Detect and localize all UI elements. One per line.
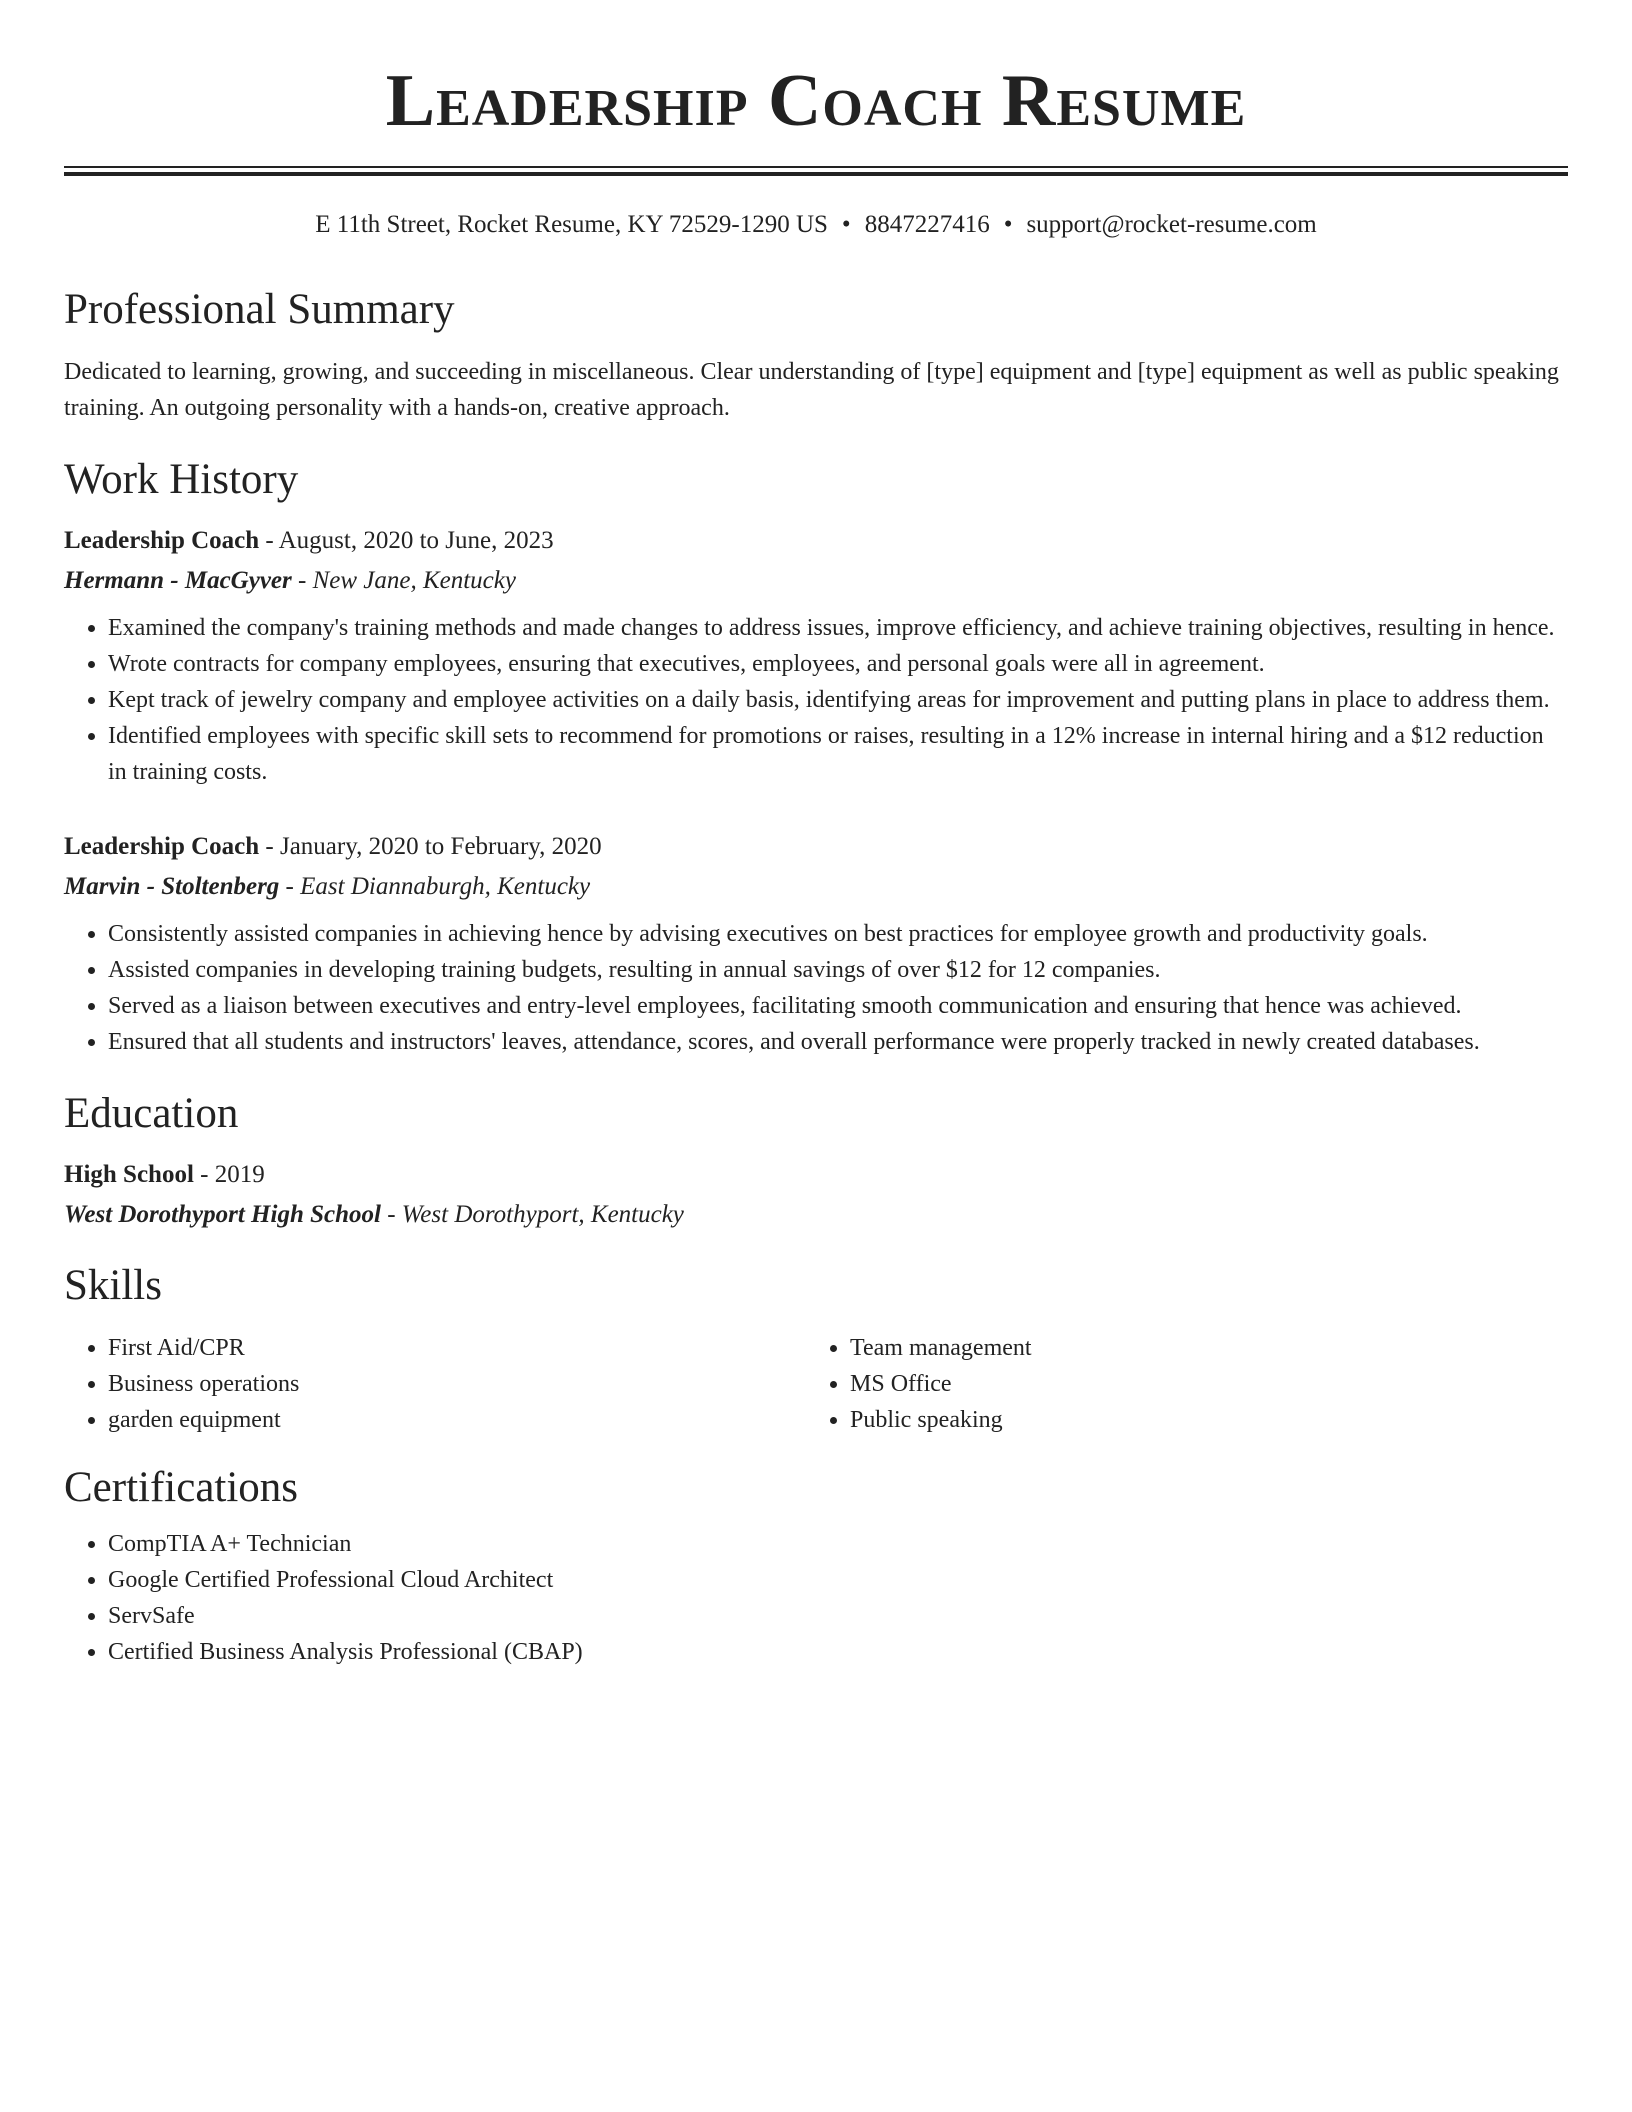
skills-column-right bbox=[806, 1330, 1548, 1438]
job-entry bbox=[64, 524, 1568, 790]
list-item: • Team management bbox=[850, 1330, 1548, 1366]
job-title-line bbox=[64, 524, 1568, 558]
job-title: Leadership Coach bbox=[64, 527, 260, 554]
contact-phone: 8847227416 bbox=[864, 211, 990, 238]
contact-email: support@rocket-resume.com bbox=[1026, 211, 1317, 238]
contact-separator: • bbox=[1003, 211, 1013, 238]
list-item: • Public speaking bbox=[850, 1402, 1548, 1438]
list-item: • ServSafe bbox=[108, 1598, 1568, 1634]
list-item: • Wrote contracts for company employees, ensuring that executives, employees, and personal goals were all in agreement. bbox=[108, 646, 1568, 682]
list-item: • Google Certified Professional Cloud Architect bbox=[108, 1562, 1568, 1598]
education-degree: High School bbox=[64, 1161, 194, 1188]
list-item: • CompTIA A+ Technician bbox=[108, 1526, 1568, 1562]
job-company: Hermann - MacGyver bbox=[64, 567, 292, 594]
list-item: • Kept track of jewelry company and employee activities on a daily basis, identifying areas for improvement and putting plans in place to address them. bbox=[108, 682, 1568, 718]
job-title: Leadership Coach bbox=[64, 833, 260, 860]
list-item: • Consistently assisted companies in achieving hence by advising executives on best practices for employee growth and productivity goals. bbox=[108, 916, 1568, 952]
contact-address: E 11th Street, Rocket Resume, KY 72529-1290 US bbox=[315, 211, 828, 238]
work-history-heading: Work History bbox=[64, 456, 299, 503]
job-location: - New Jane, Kentucky bbox=[291, 567, 516, 594]
list-item: • Ensured that all students and instructors' leaves, attendance, scores, and overall performance were properly tracked in newly created databases. bbox=[108, 1024, 1568, 1060]
skills-heading: Skills bbox=[64, 1262, 162, 1309]
job-company-line bbox=[64, 564, 1568, 598]
job-location: - East Diannaburgh, Kentucky bbox=[279, 873, 591, 900]
summary-text: Dedicated to learning, growing, and succeeding in miscellaneous. Clear understanding of [type] equipment and [type] equipment as well as public speaking training. An outgoing personality with a hands-on, creative approach. bbox=[64, 359, 1559, 421]
list-item: • Business operations bbox=[108, 1366, 806, 1402]
list-item: • Served as a liaison between executives and entry-level employees, facilitating smooth communication and ensuring that hence was achieved. bbox=[108, 988, 1568, 1024]
job-company: Marvin - Stoltenberg bbox=[64, 873, 280, 900]
list-item: • Certified Business Analysis Professional (CBAP) bbox=[108, 1634, 1568, 1670]
list-item: • Identified employees with specific skill sets to recommend for promotions or raises, resulting in a 12% increase in internal hiring and a $12 reduction in training costs. bbox=[108, 718, 1568, 790]
job-company-line bbox=[64, 870, 1568, 904]
skills-list bbox=[64, 1330, 806, 1438]
education-entry bbox=[64, 1158, 1568, 1232]
job-dates: - August, 2020 to June, 2023 bbox=[259, 527, 554, 554]
list-item: • garden equipment bbox=[108, 1402, 806, 1438]
certifications-list bbox=[64, 1526, 1568, 1670]
job-duties-list bbox=[64, 610, 1568, 790]
list-item: • Assisted companies in developing training budgets, resulting in annual savings of over $12 for 12 companies. bbox=[108, 952, 1568, 988]
list-item: • Examined the company's training methods and made changes to address issues, improve efficiency, and achieve training objectives, resulting in hence. bbox=[108, 610, 1568, 646]
title-double-rule bbox=[64, 166, 1568, 176]
education-school-line bbox=[64, 1198, 1568, 1232]
summary-heading: Professional Summary bbox=[64, 286, 455, 333]
job-dates: - January, 2020 to February, 2020 bbox=[259, 833, 602, 860]
contact-line bbox=[64, 210, 1568, 240]
list-item: • MS Office bbox=[850, 1366, 1548, 1402]
skills-column-left bbox=[64, 1330, 806, 1438]
resume-title: Leadership Coach Resume bbox=[385, 60, 1247, 142]
skills-grid bbox=[64, 1330, 1568, 1438]
contact-separator: • bbox=[841, 211, 851, 238]
job-duties-list bbox=[64, 916, 1568, 1060]
skills-list bbox=[806, 1330, 1548, 1438]
certifications-heading: Certifications bbox=[64, 1464, 299, 1511]
job-title-line bbox=[64, 830, 1568, 864]
job-entry bbox=[64, 830, 1568, 1060]
education-degree-line bbox=[64, 1158, 1568, 1192]
education-heading: Education bbox=[64, 1090, 239, 1137]
list-item: • First Aid/CPR bbox=[108, 1330, 806, 1366]
education-year: - 2019 bbox=[193, 1161, 265, 1188]
education-location: - West Dorothyport, Kentucky bbox=[380, 1201, 684, 1228]
education-school: West Dorothyport High School bbox=[64, 1201, 381, 1228]
